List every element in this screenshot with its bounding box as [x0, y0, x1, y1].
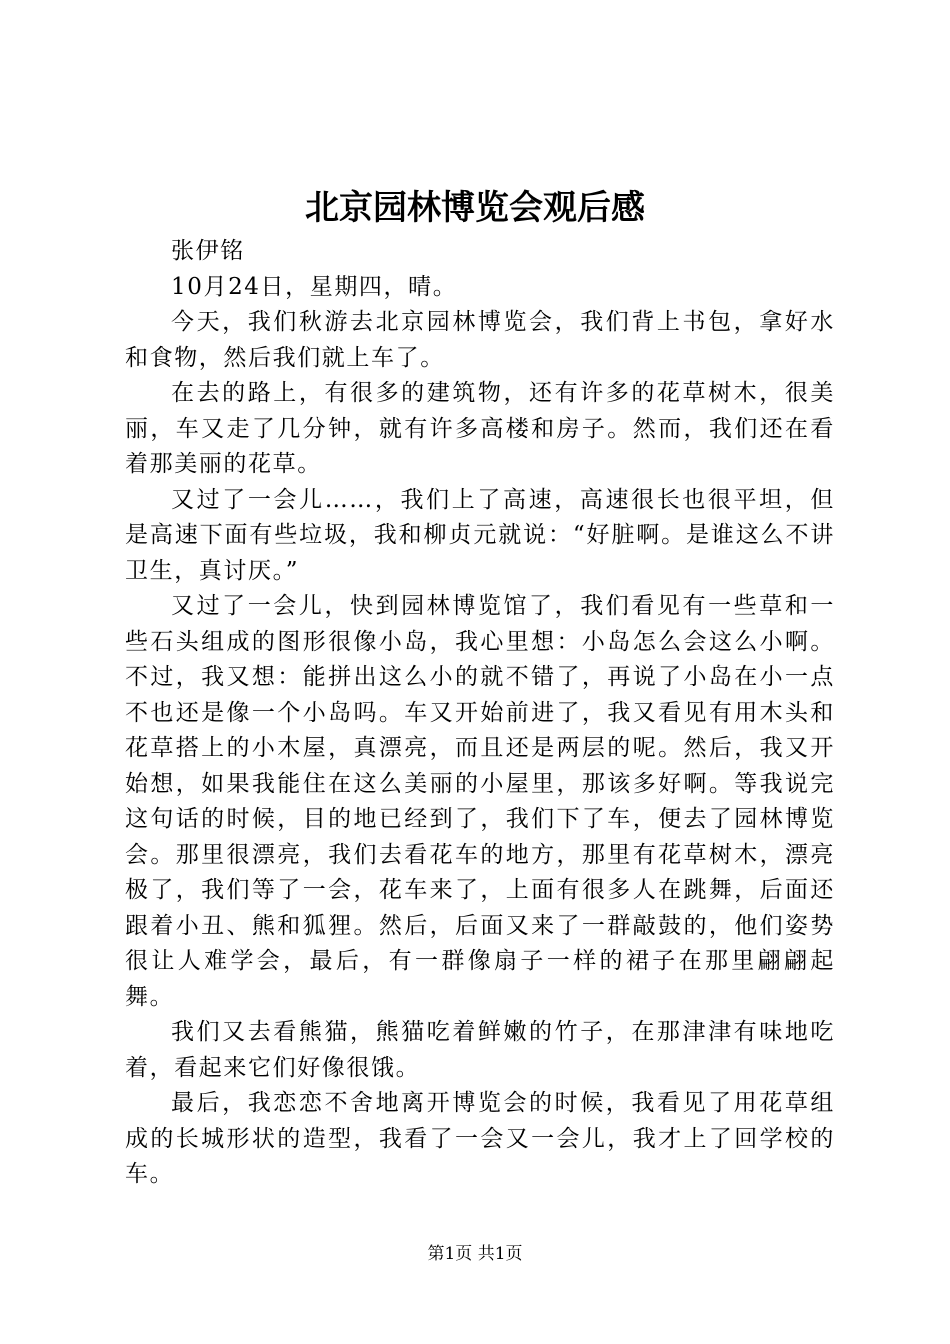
author-line: 张伊铭: [171, 238, 245, 264]
paragraph: 在去的路上，有很多的建筑物，还有许多的花草树木，很美丽，车又走了几分钟，就有许多高楼和房子。然而，我们还在看着那美丽的花草。: [125, 380, 835, 477]
date-line: 10月24日，星期四，晴。: [171, 273, 458, 300]
document-body: [125, 234, 835, 1193]
paragraph: 又过了一会儿，快到园林博览馆了，我们看见有一些草和一些石头组成的图形很像小岛，我心里想：小岛怎么会这么小啊。不过，我又想：能拼出这么小的就不错了，再说了小岛在小一点不也还是像一个小岛吗。车又开始前进了，我又看见有用木头和花草搭上的小木屋，真漂亮，而且还是两层的呢。然后，我又开始想，如果我能住在这么美丽的小屋里，那该多好啊。等我说完这句话的时候，目的地已经到了，我们下了车，便去了园林博览会。那里很漂亮，我们去看花车的地方，那里有花草树木，漂亮极了，我们等了一会，花车来了，上面有很多人在跳舞，后面还跟着小丑、熊和狐狸。然后，后面又来了一群敲鼓的，他们姿势很让人难学会，最后，有一群像扇子一样的裙子在那里翩翩起舞。: [125, 593, 835, 1010]
page-footer: 第1页 共1页: [427, 1244, 523, 1264]
paragraph: 最后，我恋恋不舍地离开博览会的时候，我看见了用花草组成的长城形状的造型，我看了一会又一会儿，我才上了回学校的车。: [125, 1090, 835, 1187]
paragraph: 今天，我们秋游去北京园林博览会，我们背上书包，拿好水和食物，然后我们就上车了。: [125, 309, 835, 371]
document-title: 北京园林博览会观后感: [305, 188, 645, 228]
paragraph: 我们又去看熊猫，熊猫吃着鲜嫩的竹子，在那津津有味地吃着，看起来它们好像很饿。: [125, 1019, 835, 1081]
paragraph: 又过了一会儿……，我们上了高速，高速很长也很平坦，但是高速下面有些垃圾，我和柳贞元就说：“好脏啊。是谁这么不讲卫生，真讨厌。”: [125, 486, 835, 584]
